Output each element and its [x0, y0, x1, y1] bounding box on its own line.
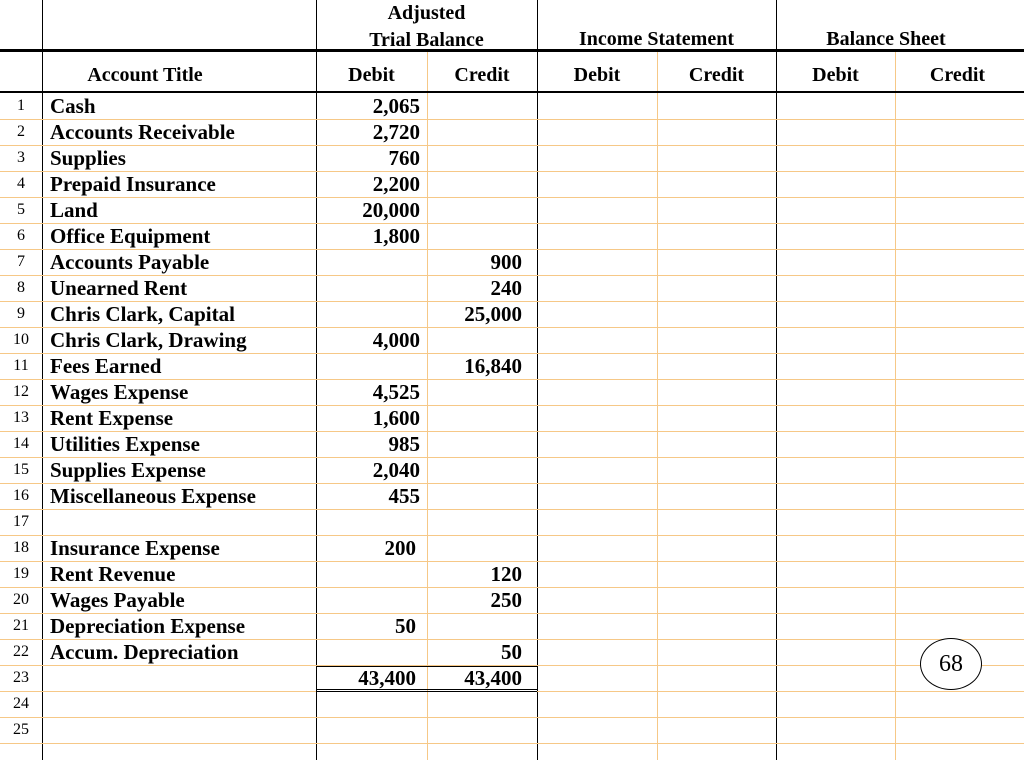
- row-number: 22: [13, 643, 29, 660]
- atb-debit-value: 760: [388, 146, 420, 170]
- atb-debit-value: 2,065: [372, 94, 420, 118]
- row-number: 17: [13, 513, 29, 530]
- row-number: 9: [17, 305, 25, 322]
- row-number: 6: [17, 227, 25, 244]
- page-number: 68: [939, 650, 963, 677]
- row-number: 20: [13, 591, 29, 608]
- account-title: Chris Clark, Capital: [50, 302, 235, 326]
- table-row: [0, 250, 1024, 276]
- account-title: Supplies Expense: [50, 458, 206, 482]
- header-adjusted-tb: [316, 0, 537, 54]
- table-row: [0, 458, 1024, 484]
- table-row: [0, 328, 1024, 354]
- table-row: [0, 536, 1024, 562]
- row-number: 18: [13, 539, 29, 556]
- header-is-debit: Debit: [573, 64, 621, 86]
- row-number: 25: [13, 721, 29, 738]
- row-number: 8: [17, 279, 25, 296]
- atb-debit-value: 1,800: [372, 224, 420, 248]
- header-adjusted-line2: Trial Balance: [369, 29, 484, 51]
- atb-debit-total: 43,400: [358, 666, 416, 690]
- table-row: [0, 484, 1024, 510]
- row-number: 2: [17, 123, 25, 140]
- table-row: [0, 380, 1024, 406]
- atb-credit-value: 25,000: [464, 302, 522, 326]
- header-bs-debit: Debit: [812, 64, 859, 86]
- table-row: [0, 406, 1024, 432]
- atb-credit-value: 50: [501, 640, 522, 664]
- table-row: [0, 224, 1024, 250]
- row-number: 16: [13, 487, 29, 504]
- table-row: [0, 146, 1024, 172]
- table-row: [0, 172, 1024, 198]
- table-row: [0, 432, 1024, 458]
- account-title: Utilities Expense: [50, 432, 200, 456]
- atb-debit-value: 4,000: [372, 328, 420, 352]
- header-bs-credit: Credit: [929, 64, 986, 86]
- header-atb-debit: Debit: [348, 64, 395, 86]
- account-title: Accum. Depreciation: [50, 640, 239, 664]
- row-number: 19: [13, 565, 29, 582]
- account-title: Supplies: [50, 146, 126, 170]
- account-title: Prepaid Insurance: [50, 172, 216, 196]
- row-number: 4: [17, 175, 25, 192]
- atb-debit-value: 2,720: [372, 120, 420, 144]
- account-title: Wages Payable: [50, 588, 185, 612]
- row-number: 11: [13, 357, 29, 374]
- row-number: 10: [13, 331, 29, 348]
- table-row: [0, 588, 1024, 614]
- row-number: 15: [13, 461, 29, 478]
- account-title: Accounts Payable: [50, 250, 210, 274]
- row-number: 23: [13, 669, 29, 686]
- account-title: Accounts Receivable: [50, 120, 235, 144]
- atb-credit-total: 43,400: [464, 666, 522, 690]
- atb-debit-value: 200: [384, 536, 416, 560]
- account-title: Chris Clark, Drawing: [50, 328, 247, 352]
- total-rule-double: [316, 689, 537, 692]
- atb-debit-value: 20,000: [362, 198, 420, 222]
- table-row: [0, 276, 1024, 302]
- account-title: Unearned Rent: [50, 276, 188, 300]
- atb-debit-value: 2,200: [372, 172, 420, 196]
- row-number: 7: [17, 253, 25, 270]
- header-balance-sheet: Balance Sheet: [826, 28, 946, 50]
- atb-credit-value: 120: [490, 562, 522, 586]
- table-row: [0, 302, 1024, 328]
- account-title: Rent Expense: [50, 406, 174, 430]
- account-title: Office Equipment: [50, 224, 211, 248]
- account-title: Depreciation Expense: [50, 614, 246, 638]
- header-adjusted-line1: Adjusted: [387, 2, 466, 24]
- page-number-badge: [920, 638, 982, 690]
- atb-debit-value: 1,600: [372, 406, 420, 430]
- account-title: Rent Revenue: [50, 562, 176, 586]
- atb-debit-value: 985: [388, 432, 420, 456]
- table-row: [0, 198, 1024, 224]
- total-rule-single: [316, 666, 537, 667]
- account-title: Fees Earned: [50, 354, 162, 378]
- row-number: 3: [17, 149, 25, 166]
- atb-credit-value: 250: [490, 588, 522, 612]
- atb-credit-value: 240: [490, 276, 522, 300]
- table-row: [0, 354, 1024, 380]
- atb-credit-value: 16,840: [464, 354, 522, 378]
- atb-debit-value: 455: [388, 484, 420, 508]
- table-row: [0, 614, 1024, 640]
- row-number: 5: [17, 201, 25, 218]
- atb-credit-value: 900: [490, 250, 522, 274]
- row-number: 24: [13, 695, 29, 712]
- row-number: 1: [17, 97, 25, 114]
- header-atb-credit: Credit: [454, 64, 510, 86]
- account-title: Insurance Expense: [50, 536, 220, 560]
- account-title: Cash: [50, 94, 96, 118]
- table-row: [0, 94, 1024, 120]
- row-number: 14: [13, 435, 29, 452]
- atb-debit-value: 2,040: [372, 458, 420, 482]
- account-title: Wages Expense: [50, 380, 189, 404]
- table-row: [0, 718, 1024, 744]
- header-income-statement: Income Statement: [579, 28, 734, 50]
- account-title: Land: [50, 198, 98, 222]
- table-row: [0, 692, 1024, 718]
- atb-debit-value: 4,525: [372, 380, 420, 404]
- table-row: [0, 510, 1024, 536]
- row-number: 13: [13, 409, 29, 426]
- header-is-credit: Credit: [688, 64, 745, 86]
- row-number: 12: [13, 383, 29, 400]
- row-number: 21: [13, 617, 29, 634]
- atb-debit-value: 50: [395, 614, 416, 638]
- table-row: [0, 640, 1024, 666]
- table-row: [0, 120, 1024, 146]
- header-rule-bottom: [0, 91, 1024, 93]
- table-row: [0, 562, 1024, 588]
- account-title: Miscellaneous Expense: [50, 484, 256, 508]
- header-account-title: Account Title: [87, 64, 203, 86]
